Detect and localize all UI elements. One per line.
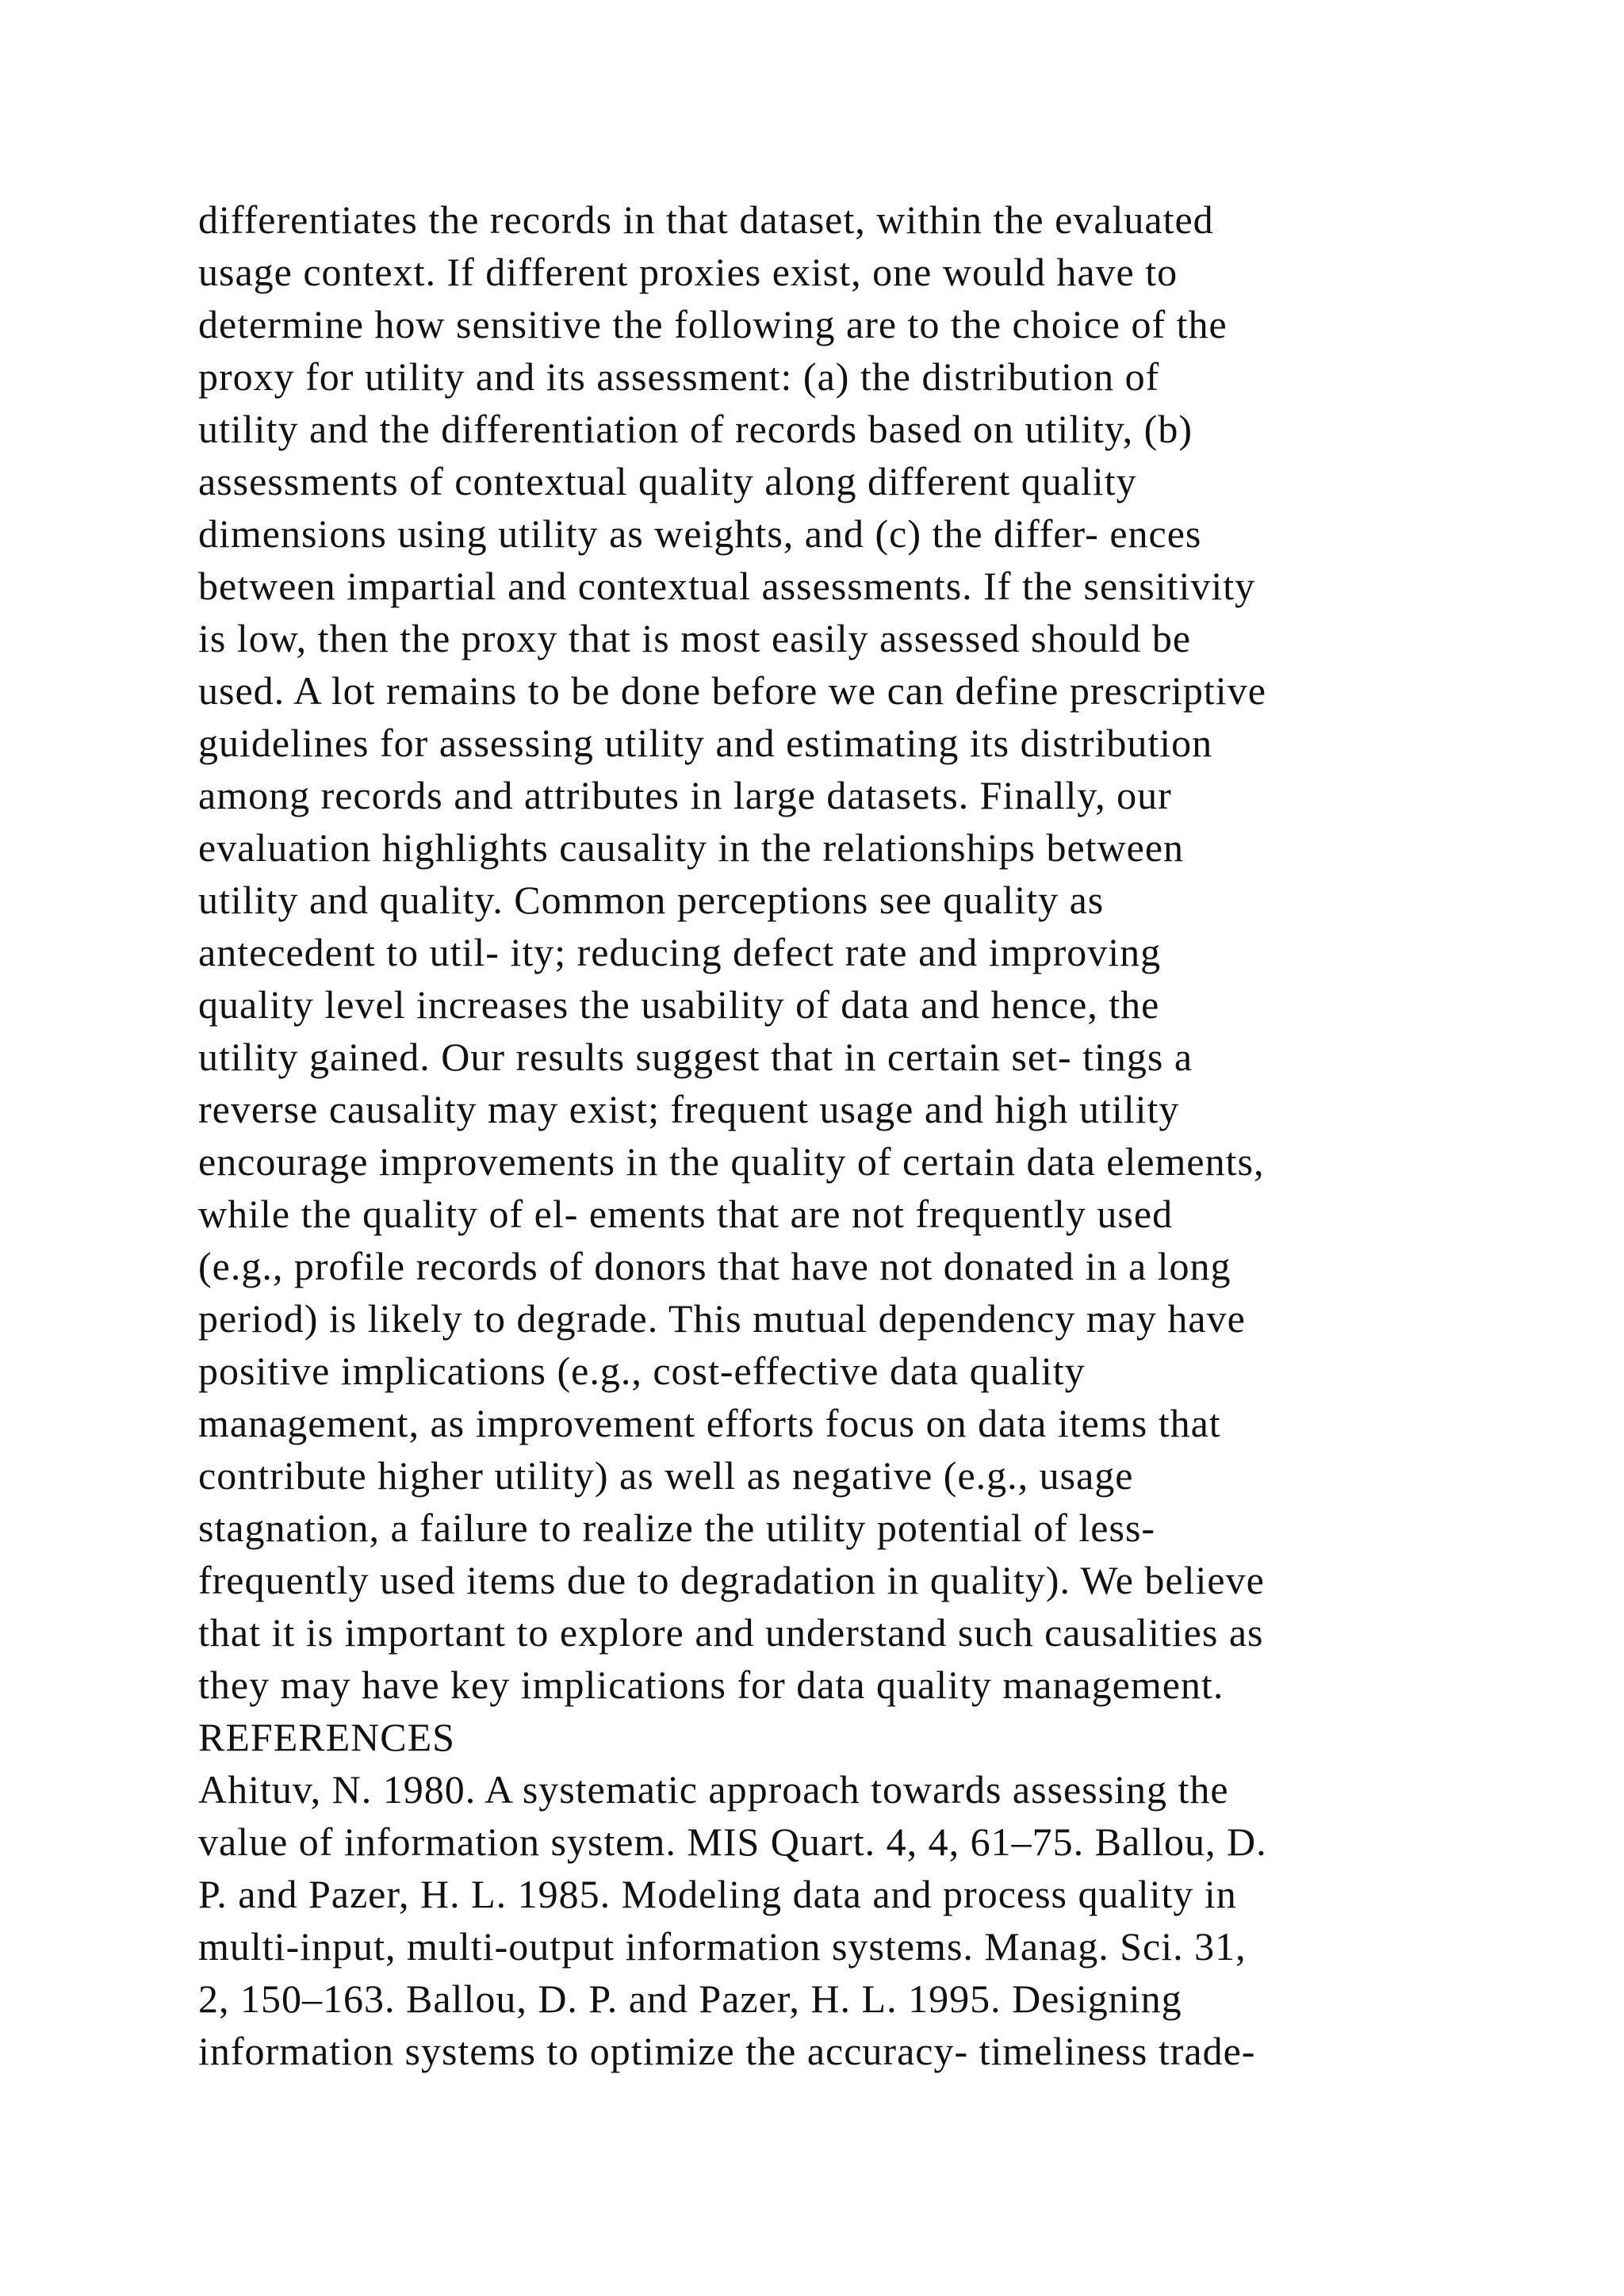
text-line: encourage improvements in the quality of certain data elements, — [198, 1139, 1265, 1184]
text-line: usage context. If different proxies exist, one would have to — [198, 250, 1178, 294]
text-line: quality level increases the usability of data and hence, the — [198, 982, 1160, 1027]
text-line: management, as improvement efforts focus on data items that — [198, 1401, 1221, 1445]
text-line: positive implications (e.g., cost-effective data quality — [198, 1349, 1086, 1393]
text-line: utility and quality. Common perceptions see quality as — [198, 878, 1105, 922]
text-line: guidelines for assessing utility and estimating its distribution — [198, 721, 1213, 765]
text-line: antecedent to util- ity; reducing defect rate and improving — [198, 930, 1162, 974]
text-line: between impartial and contextual assessments. If the sensitivity — [198, 564, 1256, 608]
reference-line: Ahituv, N. 1980. A systematic approach towards assessing the — [198, 1767, 1229, 1812]
text-line: is low, then the proxy that is most easily assessed should be — [198, 616, 1192, 660]
text-line: they may have key implications for data quality management. — [198, 1663, 1224, 1707]
text-line: among records and attributes in large datasets. Finally, our — [198, 773, 1172, 817]
text-line: used. A lot remains to be done before we can define prescriptive — [198, 668, 1266, 713]
text-line: evaluation highlights causality in the relationships between — [198, 825, 1185, 870]
text-line: contribute higher utility) as well as negative (e.g., usage — [198, 1453, 1134, 1498]
text-line: (e.g., profile records of donors that have not donated in a long — [198, 1244, 1231, 1288]
reference-line: information systems to optimize the accuracy- timeliness trade- — [198, 2029, 1256, 2073]
text-line: while the quality of el- ements that are not frequently used — [198, 1192, 1174, 1236]
text-line: reverse causality may exist; frequent usage and high utility — [198, 1087, 1180, 1131]
text-line: period) is likely to degrade. This mutual dependency may have — [198, 1296, 1246, 1341]
reference-line: P. and Pazer, H. L. 1985. Modeling data and process quality in — [198, 1872, 1237, 1916]
reference-line: 2, 150–163. Ballou, D. P. and Pazer, H. L. 1995. Designing — [198, 1976, 1182, 2021]
text-line: utility and the differentiation of records based on utility, (b) — [198, 407, 1193, 451]
text-line: assessments of contextual quality along different quality — [198, 459, 1137, 503]
text-line: differentiates the records in that dataset, within the evaluated — [198, 197, 1214, 242]
body-text — [198, 193, 1435, 2077]
text-line: dimensions using utility as weights, and (c) the differ- ences — [198, 511, 1202, 556]
reference-line: value of information system. MIS Quart. 4, 4, 61–75. Ballou, D. — [198, 1820, 1267, 1864]
references-heading: REFERENCES — [198, 1715, 455, 1759]
reference-line: multi-input, multi-output information systems. Manag. Sci. 31, — [198, 1924, 1247, 1969]
text-line: that it is important to explore and understand such causalities as — [198, 1610, 1264, 1655]
text-line: frequently used items due to degradation in quality). We believe — [198, 1558, 1265, 1602]
text-line: utility gained. Our results suggest that in certain set- tings a — [198, 1035, 1193, 1079]
text-line: determine how sensitive the following are to the choice of the — [198, 302, 1228, 346]
text-line: stagnation, a failure to realize the utility potential of less- — [198, 1506, 1156, 1550]
text-line: proxy for utility and its assessment: (a) the distribution of — [198, 354, 1160, 399]
